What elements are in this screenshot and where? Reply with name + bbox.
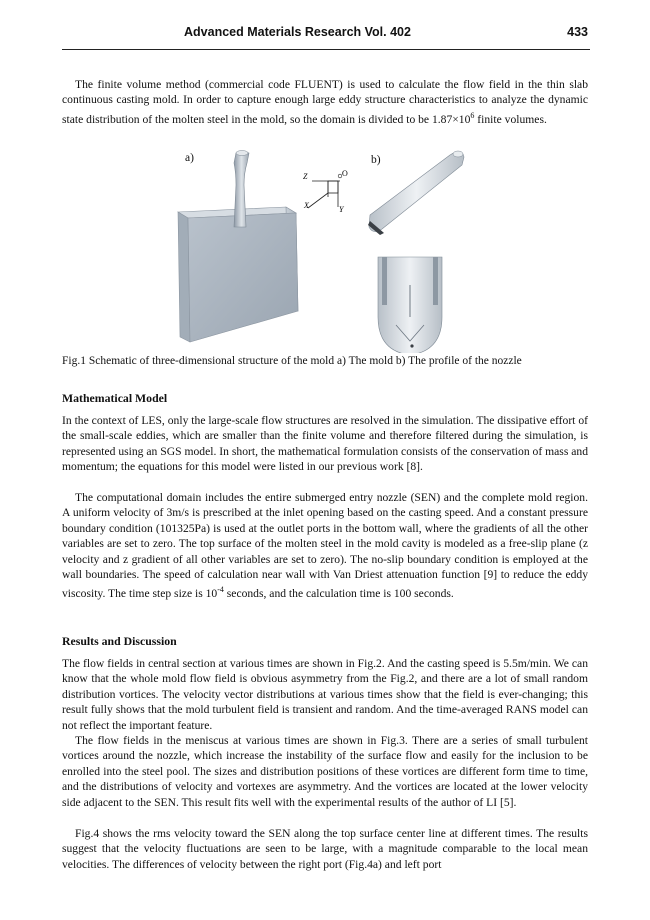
results-paragraph-2: The flow fields in the meniscus at various times are shown in Fig.3. There are a series of small turbulent vortices around the nozzle, which increase the instability of the surface flow and easily for the inclusion to be enrolled into the steel pool. The sizes and distribution positions of these vortices are different form time to time, and the distributions of velocity and vortexes are asymmetry. And the vortices are located at the lower velocity side adjacent to the SEN. This result fits well with the experimental results of the author of LI [5]. <box>62 734 588 809</box>
figure-caption: Fig.1 Schematic of three-dimensional structure of the mold a) The mold b) The profile of the nozzle <box>62 355 522 367</box>
coordinate-axes <box>308 174 342 208</box>
heading-results-discussion: Results and Discussion <box>62 634 177 648</box>
figure-label-a: a) <box>185 152 194 164</box>
axis-o-label: O <box>342 169 348 178</box>
figure-1 <box>170 145 470 353</box>
heading-mathematical-model: Mathematical Model <box>62 391 168 405</box>
nozzle-profile-side <box>368 151 464 235</box>
nozzle-profile-front <box>378 257 442 353</box>
math-paragraph-2: The computational domain includes the entire submerged entry nozzle (SEN) and the complete mold region. A uniform velocity of 3m/s is prescribed at the inlet opening based on the casting speed. And a constant pressure boundary condition (101325Pa) is used at the outlet ports in the bottom wall, where the gradients of all the other variables are set to zero. The top surface of the molten steel in the mold cavity is modeled as a free-slip plane (z velocity and z gradient of all other variables are set to zero). The no-slip boundary condition is employed at the wall boundaries. The speed of calculation near wall with Van Driest attenuation function [9] to reduce the eddy viscosity. The time step size is $10^{-4}$ seconds, and the calculation time is 100 seconds. <box>62 491 588 601</box>
results-paragraph-3: Fig.4 shows the rms velocity toward the SEN along the top surface center line at different times. The results suggest that the velocity fluctuations are seen to be large, with a magnitude comparable to the local mean velocities. The differences of velocity between the right port (Fig.4a) and left port <box>62 827 588 871</box>
page-header <box>62 23 590 50</box>
figure-drawing <box>170 145 470 353</box>
intro-paragraph: The finite volume method (commercial code FLUENT) is used to calculate the flow field in the thin slab continuous casting mold. In order to capture enough large eddy structure characteristics to analyze the dynamic state distribution of the molten steel in the mold, so the domain is divided to be $1.87\times 10^6$ finite volumes. <box>62 78 588 126</box>
journal-title: Advanced Materials Research Vol. 402 <box>184 25 411 39</box>
page-number: 433 <box>567 25 588 39</box>
math-paragraph-1: In the context of LES, only the large-scale flow structures are resolved in the simulation. The dissipative effort of the small-scale eddies, which are smaller than the finite volume and therefore filtered during the simulation, is represented using an SGS model. In short, the mathematical formulation consists of the conservation of mass and momentum; the equations for this model were listed in our previous work [8]. <box>62 414 588 474</box>
axis-x-label: X <box>304 201 309 210</box>
mold-model <box>178 151 298 343</box>
results-paragraph-1: The flow fields in central section at various times are shown in Fig.2. And the casting speed is 5.5m/min. We can know that the whole mold flow field is obvious asymmetry from the Fig.2, and there are a lot of small random distribution vortices. The velocity vector distributions at various times show that the field is ever-changing; this result fully shows that the mold turbulent field is transient and random. And the time-averaged RANS model can not reflect the important feature. <box>62 657 588 732</box>
axis-y-label: Y <box>339 205 344 214</box>
axis-z-label: Z <box>303 172 308 181</box>
figure-label-b: b) <box>371 154 381 166</box>
